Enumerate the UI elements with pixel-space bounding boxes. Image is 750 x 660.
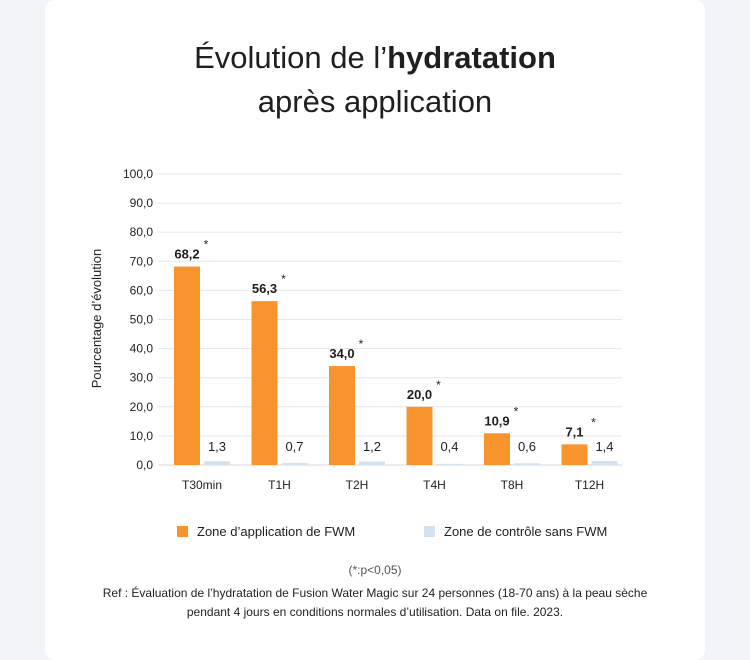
bar-fwm xyxy=(407,407,433,465)
data-label: 56,3 xyxy=(251,281,278,297)
significance-star: * xyxy=(591,415,596,430)
data-label: 10,9 xyxy=(484,413,510,429)
legend-swatch-control xyxy=(424,526,435,537)
grid-lines xyxy=(158,174,622,465)
bar-fwm xyxy=(329,366,355,465)
reference-note xyxy=(0,584,750,622)
legend-item-control xyxy=(424,524,607,539)
y-tick-label: 50,0 xyxy=(129,312,153,327)
x-tick-label: T1H xyxy=(268,478,291,492)
y-tick-label: 30,0 xyxy=(129,370,153,385)
y-tick-label: 20,0 xyxy=(129,399,153,414)
title-prefix: Évolution de l’ xyxy=(194,40,388,75)
significance-star: * xyxy=(513,404,519,419)
x-tick-label: T30min xyxy=(181,478,223,492)
x-axis-ticks xyxy=(182,478,604,492)
reference-line-2: pendant 4 jours en conditions normales d’utilisation. Data on file. 2023. xyxy=(186,605,564,619)
y-tick-label: 80,0 xyxy=(129,225,153,240)
y-tick-label: 10,0 xyxy=(129,428,153,443)
significance-star: * xyxy=(281,272,286,287)
data-labels xyxy=(174,238,613,454)
legend-label-fwm: Zone d’application de FWM xyxy=(197,524,356,539)
data-label: 34,0 xyxy=(329,346,355,362)
bar-control xyxy=(359,462,385,465)
data-label: 1,4 xyxy=(595,439,614,454)
y-tick-label: 100,0 xyxy=(122,167,153,181)
y-tick-label: 0,0 xyxy=(136,458,153,472)
x-tick-label: T4H xyxy=(423,478,446,492)
significance-note: (*:p<0,05) xyxy=(348,563,402,577)
bar-fwm xyxy=(174,267,200,465)
data-label: 0,4 xyxy=(440,439,459,454)
bar-fwm xyxy=(562,444,588,465)
y-axis-label: Pourcentage d’évolution xyxy=(89,248,104,389)
bar-control xyxy=(514,463,540,465)
y-tick-label: 70,0 xyxy=(129,254,153,269)
title-bold: hydratation xyxy=(387,40,556,75)
x-tick-label: T2H xyxy=(345,478,369,492)
significance-star: * xyxy=(358,337,364,352)
reference-line-1: Ref : Évaluation de l’hydratation de Fusion Water Magic sur 24 personnes (18-70 ans) à la peau sèche xyxy=(102,586,648,600)
x-tick-label: T12H xyxy=(574,478,605,492)
legend-item-fwm xyxy=(177,524,355,539)
y-axis-ticks xyxy=(123,167,153,472)
bars xyxy=(174,267,618,465)
data-label: 68,2 xyxy=(174,246,200,262)
y-tick-label: 90,0 xyxy=(129,196,153,211)
significance-star: * xyxy=(203,237,209,252)
significance-star: * xyxy=(436,377,441,392)
legend-swatch-fwm xyxy=(177,526,188,537)
title-line-2: après application xyxy=(257,84,493,119)
y-tick-label: 60,0 xyxy=(129,283,153,298)
legend-label-control: Zone de contrôle sans FWM xyxy=(444,524,608,539)
y-tick-label: 40,0 xyxy=(129,341,153,356)
bar-control xyxy=(282,463,308,465)
x-tick-label: T8H xyxy=(500,478,524,492)
data-label: 1,2 xyxy=(362,439,382,454)
data-label: 20,0 xyxy=(406,386,433,402)
bar-control xyxy=(204,461,230,465)
data-label: 7,1 xyxy=(565,424,584,440)
bar-fwm xyxy=(484,433,510,465)
bar-fwm xyxy=(252,301,278,465)
bar-control xyxy=(592,461,618,465)
data-label: 0,6 xyxy=(517,439,537,454)
data-label: 1,3 xyxy=(207,439,227,454)
data-label: 0,7 xyxy=(285,439,304,454)
bar-control xyxy=(437,464,463,465)
